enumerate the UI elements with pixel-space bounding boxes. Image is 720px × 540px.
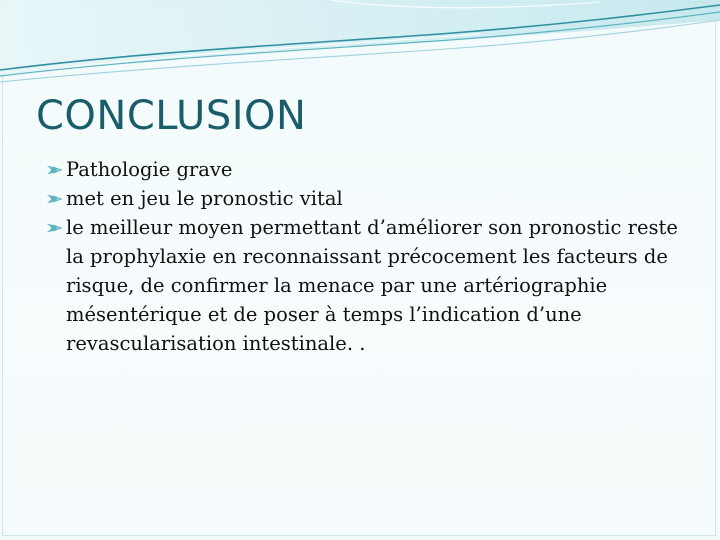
bullet-text: le meilleur moyen permettant d’améliorer son pronostic reste la prophylaxie en reconnaissant précocement les facteurs de risque, de confirmer la menace par une artériographie mésentérique et de poser à temps l’indication d’une revascularisation intestinale. . [66, 216, 678, 355]
bullet-item [46, 213, 686, 358]
header-wave-decoration [0, 0, 720, 95]
bullet-list [46, 155, 686, 358]
slide-title: CONCLUSION [36, 93, 307, 139]
arrow-bullet-icon [46, 164, 63, 176]
bullet-item [46, 155, 686, 184]
bullet-item [46, 184, 686, 213]
arrow-bullet-icon [46, 222, 63, 234]
arrow-bullet-icon [46, 193, 63, 205]
bullet-text: Pathologie grave [66, 158, 233, 181]
bullet-text: met en jeu le pronostic vital [66, 187, 343, 210]
